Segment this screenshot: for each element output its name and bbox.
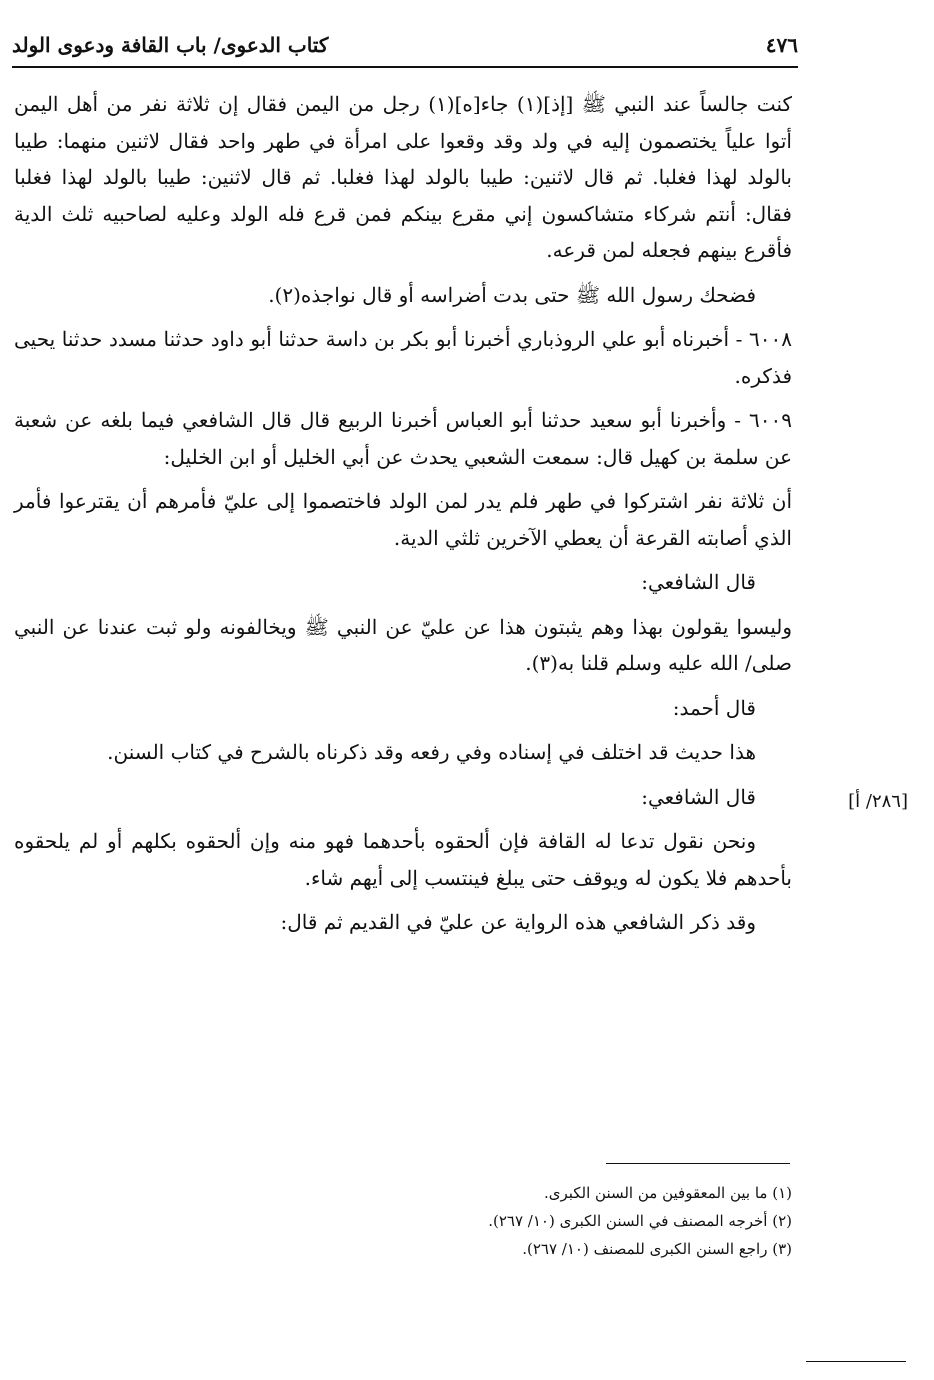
header-rule	[12, 66, 798, 68]
paragraph-shafii-remark: وليسوا يقولون بهذا وهم يثبتون هذا عن عليّ عن النبي ﷺ ويخالفونه ولو ثبت عندنا عن النبي صلى/ الله عليه وسلم قلنا به(٣).	[14, 614, 792, 675]
main-text	[14, 86, 792, 949]
paragraph-three-men: أن ثلاثة نفر اشتركوا في طهر فلم يدر لمن الولد فاختصموا إلى عليّ فأمرهم أن يقترعوا فأمر الذي أصابته القرعة أن يعطي الآخرين ثلثي الدية.	[14, 489, 792, 550]
paragraph-ahmad-remark: هذا حديث قد اختلف في إسناده وفي رفعه وقد ذكرناه بالشرح في كتاب السنن.	[107, 740, 756, 764]
chapter-title: كتاب الدعوى/ باب القافة ودعوى الولد	[12, 33, 329, 57]
heading-ahmad: قال أحمد:	[672, 695, 756, 720]
footnotes	[14, 1180, 792, 1264]
footnote-1: (١) ما بين المعقوفين من السنن الكبرى.	[543, 1184, 792, 1202]
page-number: ٤٧٦	[765, 33, 798, 57]
paragraph-hadith-6009: ٦٠٠٩ - وأخبرنا أبو سعيد حدثنا أبو العباس أخبرنا الربيع قال قال الشافعي فيما بلغه عن شعبة عن سلمة بن كهيل قال: سمعت الشعبي يحدث عن أبي الخليل أو ابن الخليل:	[14, 408, 792, 469]
footnote-rule	[606, 1163, 790, 1164]
paragraph-prophet-laughed: فضحك رسول الله ﷺ حتى بدت أضراسه أو قال نواجذه(٢).	[268, 282, 756, 307]
bottom-rule	[806, 1361, 906, 1362]
paragraph-hadith-continued: كنت جالساً عند النبي ﷺ [إذ](١) جاء[ه](١) رجل من اليمن فقال إن ثلاثة نفر من أهل اليمن أتوا علياً يختصمون إليه في ولد وقد وقعوا على امرأة في طهر واحد فقال لاثنين منهما: طيبا بالولد لهذا فغلبا. ثم قال لاثنين: طيبا بالولد لهذا فغلبا. ثم قال لاثنين: طيبا بالولد لهذا فغلبا فقال: أنتم شركاء متشاكسون إني مقرع بينكم فمن قرع فله الولد وعليه لصاحبيه ثلث الدية فأقرع بينهم فجعله لمن قرعه.	[14, 92, 792, 262]
folio-margin-note: [٢٨٦/ أ]	[848, 791, 908, 812]
heading-shafii-1: قال الشافعي:	[641, 570, 756, 594]
paragraph-hadith-6008: ٦٠٠٨ - أخبرناه أبو علي الروذباري أخبرنا أبو بكر بن داسة حدثنا أبو داود حدثنا مسدد حدثنا يحيى فذكره.	[14, 327, 792, 388]
paragraph-qafa-ruling: ونحن نقول تدعا له القافة فإن ألحقوه بأحدهما فهو منه وإن ألحقوه بكلهم أو لم يلحقوه بأحدهم فلا يكون له ويوقف حتى يبلغ فينتسب إلى أيهم شاء.	[14, 829, 792, 890]
running-head	[12, 28, 798, 62]
paragraph-old-opinion: وقد ذكر الشافعي هذه الرواية عن عليّ في القديم ثم قال:	[280, 910, 756, 934]
heading-shafii-2: قال الشافعي:	[641, 784, 756, 809]
footnote-2: (٢) أخرجه المصنف في السنن الكبرى (١٠/ ٢٦٧).	[488, 1212, 792, 1230]
footnote-3: (٣) راجع السنن الكبرى للمصنف (١٠/ ٢٦٧).	[522, 1240, 792, 1258]
